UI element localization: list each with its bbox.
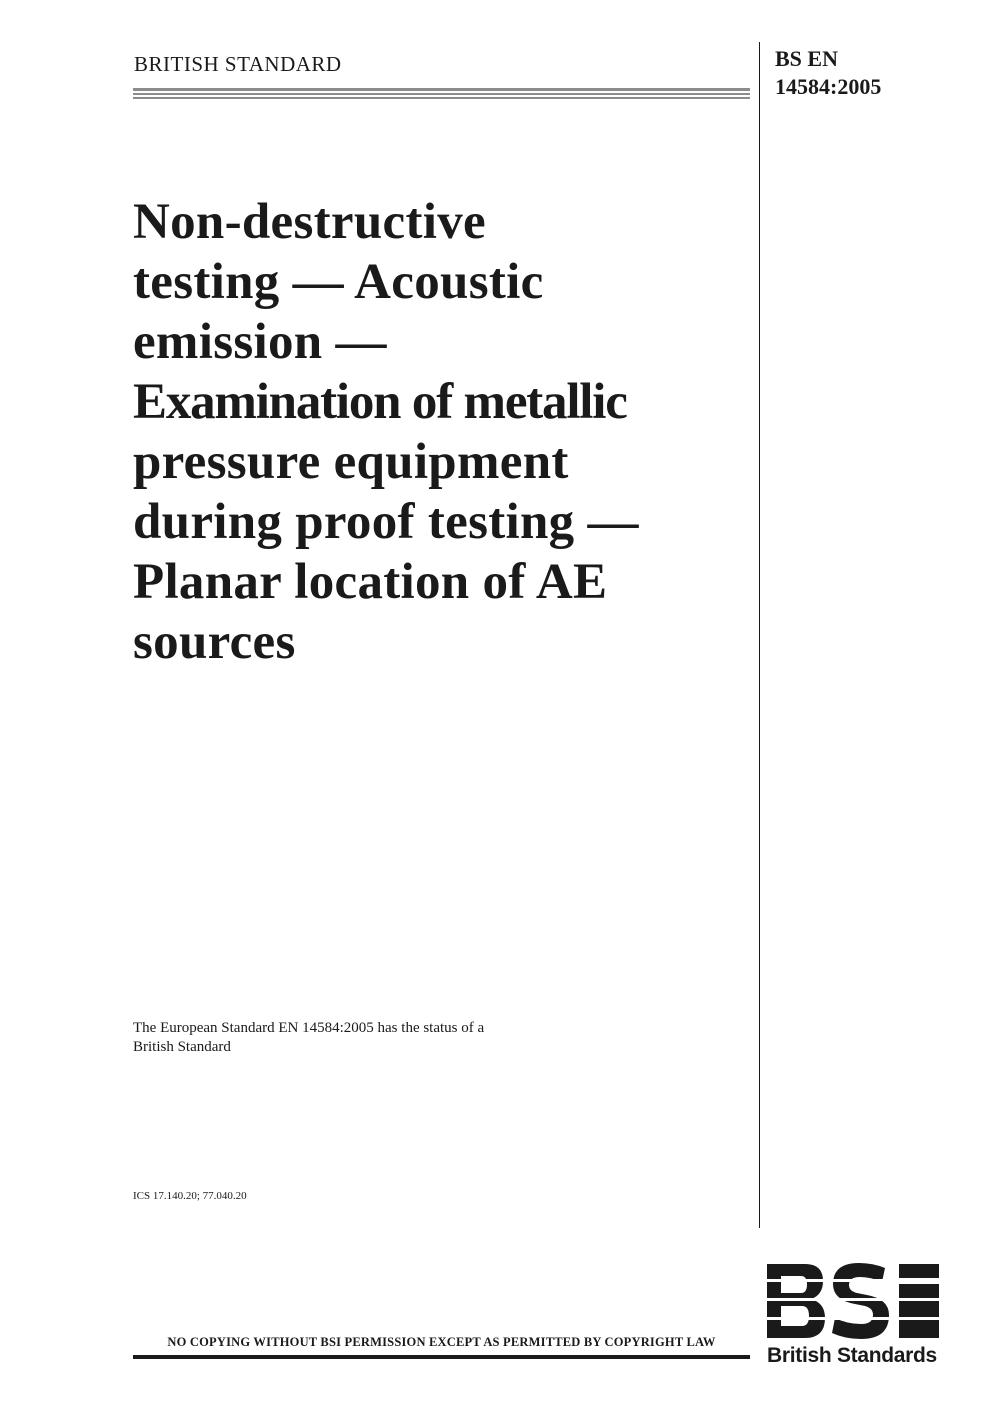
- document-title: [133, 192, 753, 672]
- header-rule: [133, 97, 750, 99]
- header-rule: [133, 88, 750, 91]
- copyright-notice: NO COPYING WITHOUT BSI PERMISSION EXCEPT AS PERMITTED BY COPYRIGHT LAW: [167, 1335, 716, 1349]
- footer-rule: [133, 1355, 750, 1359]
- title-line: Non-destructive: [133, 194, 486, 250]
- standard-number: [775, 45, 881, 101]
- header-rule: [133, 93, 750, 95]
- title-line: testing — Acoustic: [133, 254, 544, 310]
- title-line: during proof testing —: [133, 494, 639, 550]
- title-line: Planar location of AE: [133, 554, 608, 610]
- vertical-divider: [759, 42, 760, 1228]
- bsi-wordmark: British Standards: [767, 1344, 937, 1367]
- standard-number-line: 14584:2005: [775, 74, 882, 99]
- title-line: pressure equipment: [133, 434, 569, 490]
- status-line: British Standard: [133, 1039, 231, 1055]
- title-line: Examination of metallic: [133, 374, 627, 430]
- header-rules: [133, 88, 750, 100]
- status-statement: [133, 1019, 633, 1057]
- ics-code: ICS 17.140.20; 77.040.20: [133, 1190, 247, 1202]
- title-line: emission —: [133, 314, 387, 370]
- status-line: The European Standard EN 14584:2005 has the status of a: [133, 1020, 485, 1036]
- title-line: sources: [133, 614, 296, 670]
- standard-number-line: BS EN: [775, 46, 838, 71]
- document-type-label: BRITISH STANDARD: [134, 52, 342, 76]
